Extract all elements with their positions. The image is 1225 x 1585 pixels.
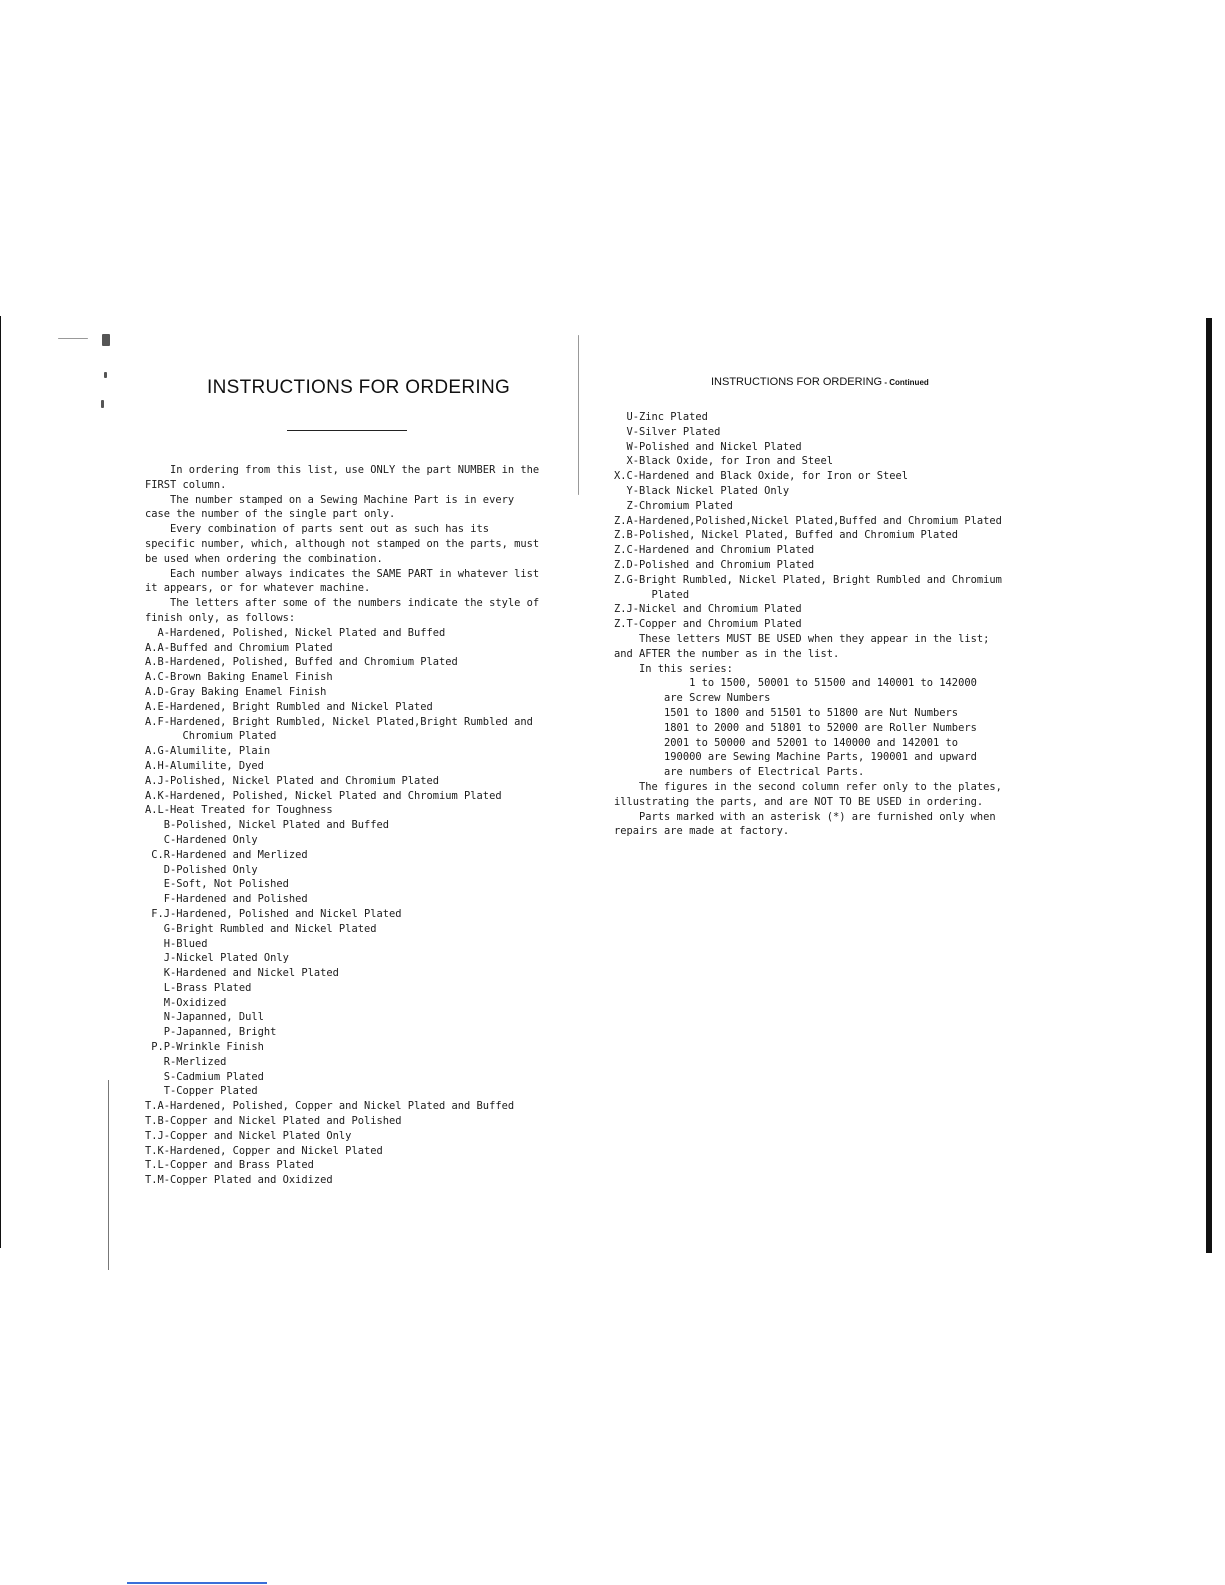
text-line: X.C-Hardened and Black Oxide, for Iron or Steel	[614, 470, 909, 483]
text-line: Z.G-Bright Rumbled, Nickel Plated, Bright Rumbled and Chromium	[614, 573, 1002, 586]
binding-specks-2	[104, 372, 107, 378]
text-line: X-Black Oxide, for Iron and Steel	[614, 455, 833, 468]
text-line: and AFTER the number as in the list.	[614, 647, 840, 660]
text-line: F.J-Hardened, Polished and Nickel Plated	[145, 907, 402, 920]
text-line: R-Merlized	[145, 1055, 227, 1068]
text-line: A.K-Hardened, Polished, Nickel Plated and Chromium Plated	[145, 789, 502, 802]
text-line: A.E-Hardened, Bright Rumbled and Nickel Plated	[145, 700, 433, 713]
text-line: A.B-Hardened, Polished, Buffed and Chromium Plated	[145, 656, 458, 669]
text-line: The letters after some of the numbers indicate the style of	[145, 597, 540, 610]
text-line: T.A-Hardened, Polished, Copper and Nickel Plated and Buffed	[145, 1100, 515, 1113]
text-line: 190000 are Sewing Machine Parts, 190001 and upward	[614, 751, 977, 764]
text-line: are Screw Numbers	[614, 692, 771, 705]
right-text-column	[614, 410, 1002, 839]
text-line: J-Nickel Plated Only	[145, 952, 289, 965]
text-line: A.F-Hardened, Bright Rumbled, Nickel Plated,Bright Rumbled and	[145, 715, 533, 728]
text-line: U-Zinc Plated	[614, 411, 708, 423]
text-line: Z.T-Copper and Chromium Plated	[614, 618, 802, 631]
text-line: V-Silver Plated	[614, 425, 721, 438]
text-line: T.J-Copper and Nickel Plated Only	[145, 1129, 352, 1142]
text-line: A.J-Polished, Nickel Plated and Chromium Plated	[145, 774, 440, 787]
left-text-column	[145, 463, 539, 1188]
continued-title	[711, 376, 929, 388]
text-line: 2001 to 50000 and 52001 to 140000 and 142001 to	[614, 736, 959, 749]
text-line: A-Hardened, Polished, Nickel Plated and Buffed	[145, 626, 446, 639]
text-line: L-Brass Plated	[145, 981, 252, 994]
text-line: Z.A-Hardened,Polished,Nickel Plated,Buffed and Chromium Plated	[614, 514, 1002, 527]
text-line: Y-Black Nickel Plated Only	[614, 484, 790, 497]
text-line: illustrating the parts, and are NOT TO BE USED in ordering.	[614, 795, 984, 808]
text-line: FIRST column.	[145, 478, 227, 491]
text-line: T-Copper Plated	[145, 1085, 258, 1098]
text-line: C-Hardened Only	[145, 833, 258, 846]
text-line: case the number of the single part only.	[145, 508, 396, 521]
binding-specks	[102, 334, 110, 346]
text-line: 1 to 1500, 50001 to 51500 and 140001 to 142000	[614, 677, 977, 690]
page-title: INSTRUCTIONS FOR ORDERING	[207, 377, 511, 398]
left-gutter-line	[108, 1080, 109, 1270]
center-fold-line	[578, 335, 579, 495]
text-line: P.P-Wrinkle Finish	[145, 1041, 264, 1054]
text-line: specific number, which, although not stamped on the parts, must	[145, 537, 540, 550]
text-line: T.K-Hardened, Copper and Nickel Plated	[145, 1144, 383, 1157]
text-line: These letters MUST BE USED when they appear in the list;	[614, 632, 990, 645]
text-line: B-Polished, Nickel Plated and Buffed	[145, 819, 389, 832]
text-line: T.B-Copper and Nickel Plated and Polished	[145, 1115, 402, 1128]
right-scan-edge	[1206, 318, 1212, 1253]
text-line: D-Polished Only	[145, 863, 258, 876]
text-line: A.H-Alumilite, Dyed	[145, 759, 264, 772]
text-line: Z.C-Hardened and Chromium Plated	[614, 544, 815, 557]
text-line: A.L-Heat Treated for Toughness	[145, 804, 333, 817]
text-line: C.R-Hardened and Merlized	[145, 848, 308, 861]
text-line: repairs are made at factory.	[614, 825, 790, 838]
text-line: finish only, as follows:	[145, 611, 296, 624]
text-line: A.C-Brown Baking Enamel Finish	[145, 671, 333, 684]
text-line: it appears, or for whatever machine.	[145, 582, 371, 595]
text-line: T.L-Copper and Brass Plated	[145, 1159, 314, 1172]
text-line: The number stamped on a Sewing Machine Part is in every	[145, 493, 515, 506]
text-line: K-Hardened and Nickel Plated	[145, 967, 339, 980]
text-line: The figures in the second column refer only to the plates,	[614, 780, 1002, 793]
title-underline	[287, 430, 407, 431]
text-line: In this series:	[614, 662, 733, 675]
text-line: Z.D-Polished and Chromium Plated	[614, 558, 815, 571]
text-line: Z.B-Polished, Nickel Plated, Buffed and Chromium Plated	[614, 529, 959, 542]
continued-title-text: INSTRUCTIONS FOR ORDERING	[711, 376, 883, 388]
text-line: A.G-Alumilite, Plain	[145, 745, 271, 758]
text-line: Parts marked with an asterisk (*) are furnished only when	[614, 810, 996, 823]
text-line: F-Hardened and Polished	[145, 893, 308, 906]
text-line: A.D-Gray Baking Enamel Finish	[145, 685, 327, 698]
text-line: E-Soft, Not Polished	[145, 878, 289, 891]
text-line: A.A-Buffed and Chromium Plated	[145, 641, 333, 654]
left-scan-edge	[0, 316, 1, 1248]
text-line: T.M-Copper Plated and Oxidized	[145, 1174, 333, 1187]
text-line: S-Cadmium Plated	[145, 1070, 264, 1083]
binding-specks-4	[58, 338, 88, 339]
text-line: be used when ordering the combination.	[145, 552, 383, 565]
text-line: N-Japanned, Dull	[145, 1011, 264, 1024]
text-line: 1801 to 2000 and 51801 to 52000 are Roller Numbers	[614, 721, 977, 734]
text-line: Every combination of parts sent out as such has its	[145, 523, 490, 536]
text-line: Each number always indicates the SAME PART in whatever list	[145, 567, 540, 580]
text-line: In ordering from this list, use ONLY the part NUMBER in the	[145, 464, 540, 476]
text-line: Plated	[614, 588, 690, 601]
continued-suffix: - Continued	[882, 378, 929, 387]
bottom-highlight-bar	[127, 1582, 267, 1584]
text-line: H-Blued	[145, 937, 208, 950]
text-line: 1501 to 1800 and 51501 to 51800 are Nut Numbers	[614, 706, 959, 719]
text-line: P-Japanned, Bright	[145, 1026, 277, 1039]
binding-specks-3	[101, 400, 104, 408]
text-line: M-Oxidized	[145, 996, 227, 1009]
text-line: G-Bright Rumbled and Nickel Plated	[145, 922, 377, 935]
text-line: Z.J-Nickel and Chromium Plated	[614, 603, 802, 616]
text-line: are numbers of Electrical Parts.	[614, 766, 865, 779]
text-line: Z-Chromium Plated	[614, 499, 733, 512]
text-line: W-Polished and Nickel Plated	[614, 440, 802, 453]
text-line: Chromium Plated	[145, 730, 277, 743]
